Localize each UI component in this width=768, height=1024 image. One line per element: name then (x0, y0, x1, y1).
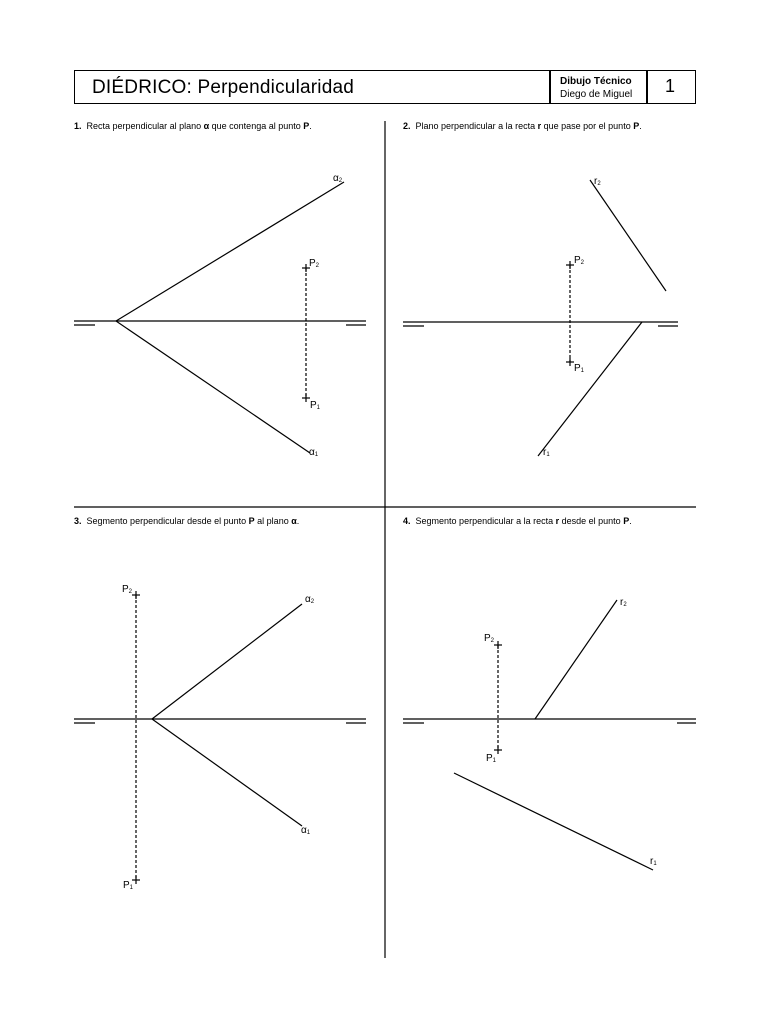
statement-text: Segmento perpendicular a la recta (415, 516, 556, 526)
r1-projection-4 (454, 773, 653, 870)
alpha2-trace-1 (116, 182, 344, 321)
statement-symbol: P (633, 121, 640, 131)
r2-projection-4 (535, 600, 617, 719)
statement-text: al plano (254, 516, 292, 526)
statement-symbol: r (537, 121, 542, 131)
exercise-number: 4. (403, 516, 411, 526)
statement-symbol: P (623, 516, 630, 526)
r2-label: r2 (594, 176, 601, 187)
alpha2-trace-3 (152, 604, 302, 719)
p2-point-2 (566, 261, 574, 269)
statement-symbol: r (555, 516, 560, 526)
ground-line-2 (403, 322, 678, 326)
p2-point-4 (494, 641, 502, 649)
statement-text: que contenga al punto (209, 121, 304, 131)
p1-point-3 (132, 876, 140, 884)
p2-label: P2 (484, 633, 495, 644)
p2-point-3 (132, 591, 140, 599)
statement-text: . (639, 121, 642, 131)
r1-label: r1 (650, 856, 657, 867)
exercise-number: 1. (74, 121, 82, 131)
alpha1-trace-1 (116, 321, 310, 453)
r2-label: r2 (620, 597, 627, 608)
page-title: DIÉDRICO: Perpendicularidad (92, 77, 355, 98)
alpha1-trace-3 (152, 719, 302, 826)
p2-label: P2 (574, 255, 585, 266)
p1-label: P1 (574, 363, 585, 374)
p1-label: P1 (486, 753, 497, 764)
alpha1-label: α1 (309, 447, 319, 458)
ground-line-3 (74, 719, 366, 723)
alpha2-label: α2 (305, 594, 315, 605)
alpha2-label: α2 (333, 173, 343, 184)
r1-projection-2 (538, 322, 642, 456)
ground-line-4 (403, 719, 696, 723)
statement-text: desde el punto (559, 516, 624, 526)
statement-symbol: α (291, 516, 297, 526)
author-label: Diego de Miguel (560, 89, 633, 100)
statement-symbol: P (303, 121, 310, 131)
statement-text: . (296, 516, 300, 526)
statement-text: . (629, 516, 632, 526)
subject-label: Dibujo Técnico (560, 76, 632, 87)
statement-text: que pase por el punto (541, 121, 634, 131)
r2-projection-2 (590, 180, 666, 291)
p2-label: P2 (309, 258, 320, 269)
sheet-number: 1 (665, 76, 676, 96)
statement-symbol: α (203, 121, 210, 131)
statement-text: Segmento perpendicular desde el punto (86, 516, 249, 526)
statement-symbol: P (248, 516, 255, 526)
statement-text: . (309, 121, 312, 131)
p1-label: P1 (310, 400, 321, 411)
p1-point-4 (494, 746, 502, 754)
p2-label: P2 (122, 584, 133, 595)
p1-point-2 (566, 358, 574, 366)
alpha1-label: α1 (301, 825, 311, 836)
statement-text: Recta perpendicular al plano (86, 121, 204, 131)
exercise-number: 3. (74, 516, 82, 526)
exercise-number: 2. (403, 121, 411, 131)
r1-label: r1 (543, 447, 550, 458)
p1-point-1 (302, 394, 310, 402)
statement-text: Plano perpendicular a la recta (415, 121, 538, 131)
p1-label: P1 (123, 880, 134, 891)
